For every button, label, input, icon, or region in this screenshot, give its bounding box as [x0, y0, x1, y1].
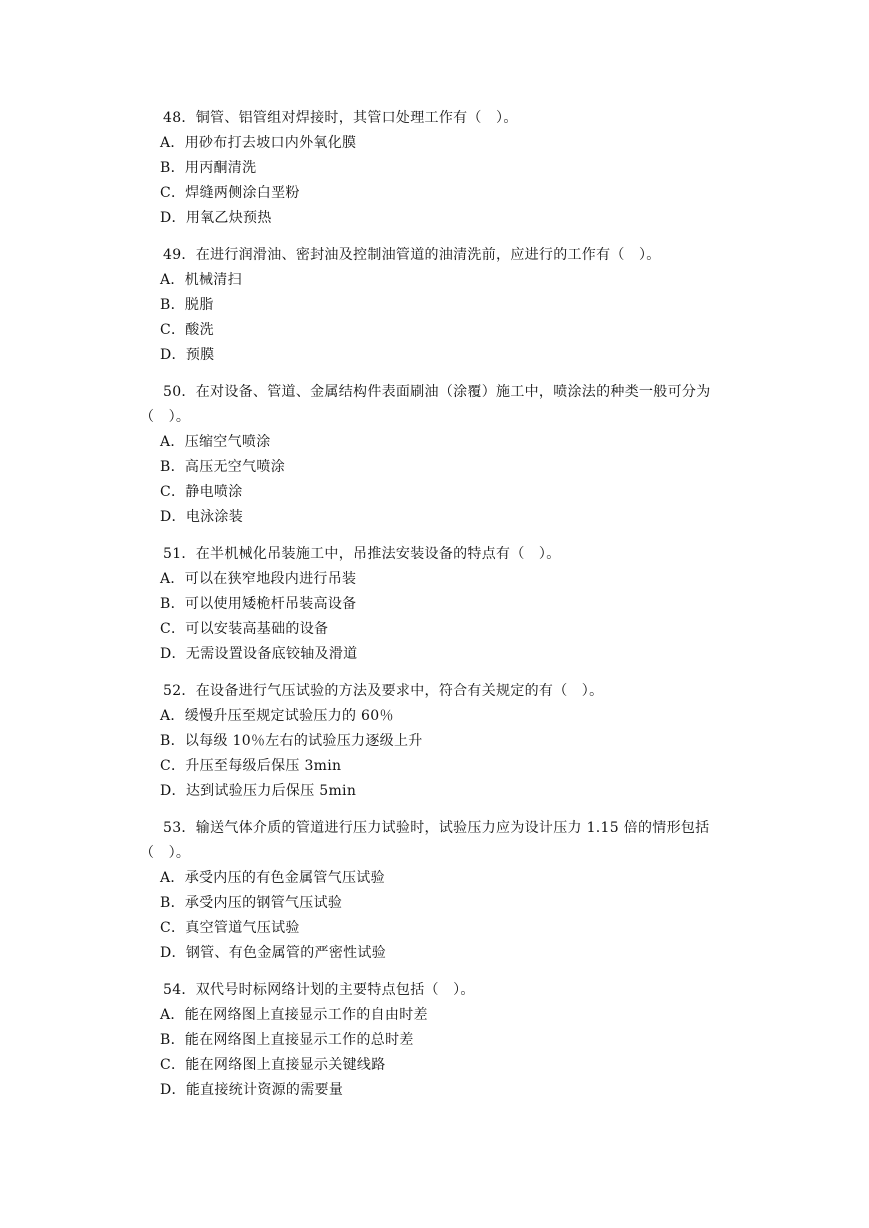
option-a: A．用砂布打去坡口内外氧化膜 — [160, 135, 357, 151]
question-stem: 49．在进行润滑油、密封油及控制油管道的油清洗前，应进行的工作有（ ）。 — [163, 247, 661, 263]
question-stem: 54．双代号时标网络计划的主要特点包括（ ）。 — [163, 982, 475, 998]
option-d: D．无需设置设备底铰轴及滑道 — [160, 646, 358, 662]
option-d: D．能直接统计资源的需要量 — [160, 1082, 344, 1098]
option-b: B．用丙酮清洗 — [160, 160, 257, 176]
option-a: A．压缩空气喷涂 — [160, 434, 271, 450]
option-b: B．以每级 10％左右的试验压力逐级上升 — [160, 733, 423, 749]
question-stem: 50．在对设备、管道、金属结构件表面刷油（涂覆）施工中，喷涂法的种类一般可分为（ ）。 — [140, 384, 711, 425]
option-d: D．预膜 — [160, 347, 215, 363]
option-a: A．可以在狭窄地段内进行吊装 — [160, 571, 357, 587]
option-c: C．可以安装高基础的设备 — [160, 621, 329, 637]
question-stem: 53．输送气体介质的管道进行压力试验时，试验压力应为设计压力 1.15 倍的情形包括（ ）。 — [140, 820, 710, 861]
option-c: C．焊缝两侧涂白垩粉 — [160, 185, 300, 201]
option-c: C．能在网络图上直接显示关键线路 — [160, 1057, 386, 1073]
question-51 — [140, 542, 740, 667]
question-stem: 52．在设备进行气压试验的方法及要求中，符合有关规定的有（ ）。 — [163, 683, 604, 699]
option-b: B．脱脂 — [160, 297, 214, 313]
option-c: C．静电喷涂 — [160, 484, 243, 500]
option-d: D．达到试验压力后保压 5min — [160, 783, 357, 799]
question-stem: 48．铜管、铝管组对焊接时，其管口处理工作有（ ）。 — [163, 110, 518, 126]
option-d: D．电泳涂装 — [160, 509, 244, 525]
option-b: B．可以使用矮桅杆吊装高设备 — [160, 596, 357, 612]
option-a: A．缓慢升压至规定试验压力的 60％ — [160, 708, 394, 724]
option-c: C．酸洗 — [160, 322, 214, 338]
question-54 — [140, 978, 740, 1103]
option-b: B．能在网络图上直接显示工作的总时差 — [160, 1032, 414, 1048]
question-52 — [140, 679, 740, 804]
option-a: A．机械清扫 — [160, 272, 242, 288]
question-50 — [140, 380, 740, 530]
question-53 — [140, 816, 740, 966]
option-b: B．高压无空气喷涂 — [160, 459, 285, 475]
option-c: C．真空管道气压试验 — [160, 920, 300, 936]
option-a: A．承受内压的有色金属管气压试验 — [160, 870, 385, 886]
question-48 — [140, 106, 740, 231]
option-b: B．承受内压的钢管气压试验 — [160, 895, 343, 911]
question-stem: 51．在半机械化吊装施工中，吊推法安装设备的特点有（ ）。 — [163, 546, 561, 562]
option-c: C．升压至每级后保压 3min — [160, 758, 342, 774]
question-49 — [140, 243, 740, 368]
option-d: D．用氧乙炔预热 — [160, 210, 272, 226]
option-a: A．能在网络图上直接显示工作的自由时差 — [160, 1007, 428, 1023]
option-d: D．钢管、有色金属管的严密性试验 — [160, 945, 387, 961]
